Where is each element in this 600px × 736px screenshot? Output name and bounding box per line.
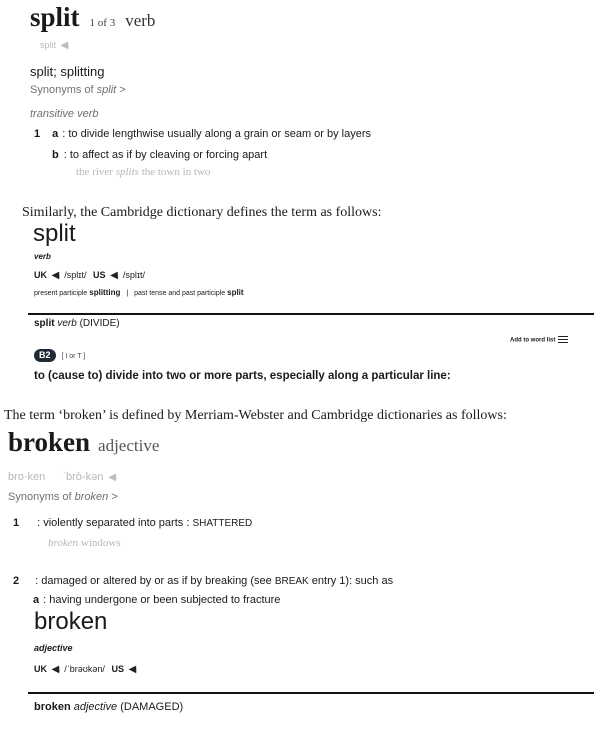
headword: split	[30, 2, 80, 32]
level-badge: B2	[34, 349, 56, 362]
cam-broken-pos: adjective	[34, 643, 73, 653]
cam-split-inflections: present participle splitting | past tense and past participle split	[34, 288, 244, 297]
speaker-icon[interactable]: ◀ᵢ	[110, 270, 118, 281]
speaker-icon[interactable]: ◀ᵢ	[51, 270, 59, 281]
synonyms-link[interactable]: Synonyms of broken >	[8, 491, 118, 503]
sense-1a: 1 a : to divide lengthwise usually along a grain or seam or by layers	[34, 128, 372, 140]
mw-split-header	[30, 2, 155, 33]
paragraph-1: Similarly, the Cambridge dictionary defines the term as follows:	[22, 205, 382, 220]
part-of-speech: verb	[125, 11, 156, 30]
cam-split-pos: verb	[34, 252, 51, 261]
speaker-icon[interactable]: ◀ᵢ	[51, 664, 59, 675]
cam-split-definition: to (cause to) divide into two or more parts, especially along a particular line:	[34, 370, 451, 382]
example-sentence: the river splits the town in two	[76, 166, 211, 178]
sense-1: 1 : violently separated into parts : SHATTERED	[13, 517, 253, 529]
speaker-icon[interactable]: ◀ᵢ	[128, 664, 136, 675]
cam-broken-sense-header: broken adjective (DAMAGED)	[34, 701, 184, 713]
divider	[28, 313, 594, 315]
speaker-icon[interactable]: ◀ᵢ	[108, 472, 116, 483]
sense-1b: b : to affect as if by cleaving or forcing apart	[52, 149, 268, 161]
example-sentence: broken windows	[48, 537, 121, 549]
sense-label: transitive verb	[30, 108, 99, 120]
cam-broken-pron: UK ◀ᵢ /ˈbrəʊkən/ US ◀ᵢ	[34, 664, 136, 675]
word-list-icon	[558, 336, 568, 344]
cam-split-sense-header: split verb (DIVIDE)	[34, 318, 120, 329]
synonyms-link[interactable]: Synonyms of split >	[30, 84, 126, 96]
speaker-icon[interactable]: ◀ᵢ	[60, 40, 68, 51]
sense-2a: a : having undergone or been subjected to fracture	[33, 594, 281, 606]
level-grammar: B2 [ I or T ]	[34, 349, 85, 362]
divider	[28, 692, 594, 694]
pronunciation: split ◀ᵢ	[40, 40, 68, 51]
break-link[interactable]: BREAK	[274, 576, 309, 587]
mw-broken-header	[8, 427, 159, 458]
pronunciation: bro·ken ˈbrō-kən ◀ᵢ	[8, 471, 116, 483]
cam-split-headword: split	[33, 220, 76, 247]
headword: broken	[8, 427, 91, 457]
cam-split-pron: UK ◀ᵢ /splɪt/ US ◀ᵢ /splɪt/	[34, 270, 146, 281]
entry-counter[interactable]: 1 of 3	[89, 17, 116, 29]
add-to-word-list[interactable]: Add to word list	[510, 336, 568, 344]
inflected-forms: split; splitting	[30, 64, 105, 79]
cam-broken-headword: broken	[34, 608, 108, 635]
sense-2: 2 : damaged or altered by or as if by breaking (see BREAK entry 1): such as	[13, 575, 394, 587]
paragraph-2: The term ‘broken’ is defined by Merriam-Webster and Cambridge dictionaries as follows:	[4, 408, 507, 423]
part-of-speech: adjective	[98, 436, 160, 455]
